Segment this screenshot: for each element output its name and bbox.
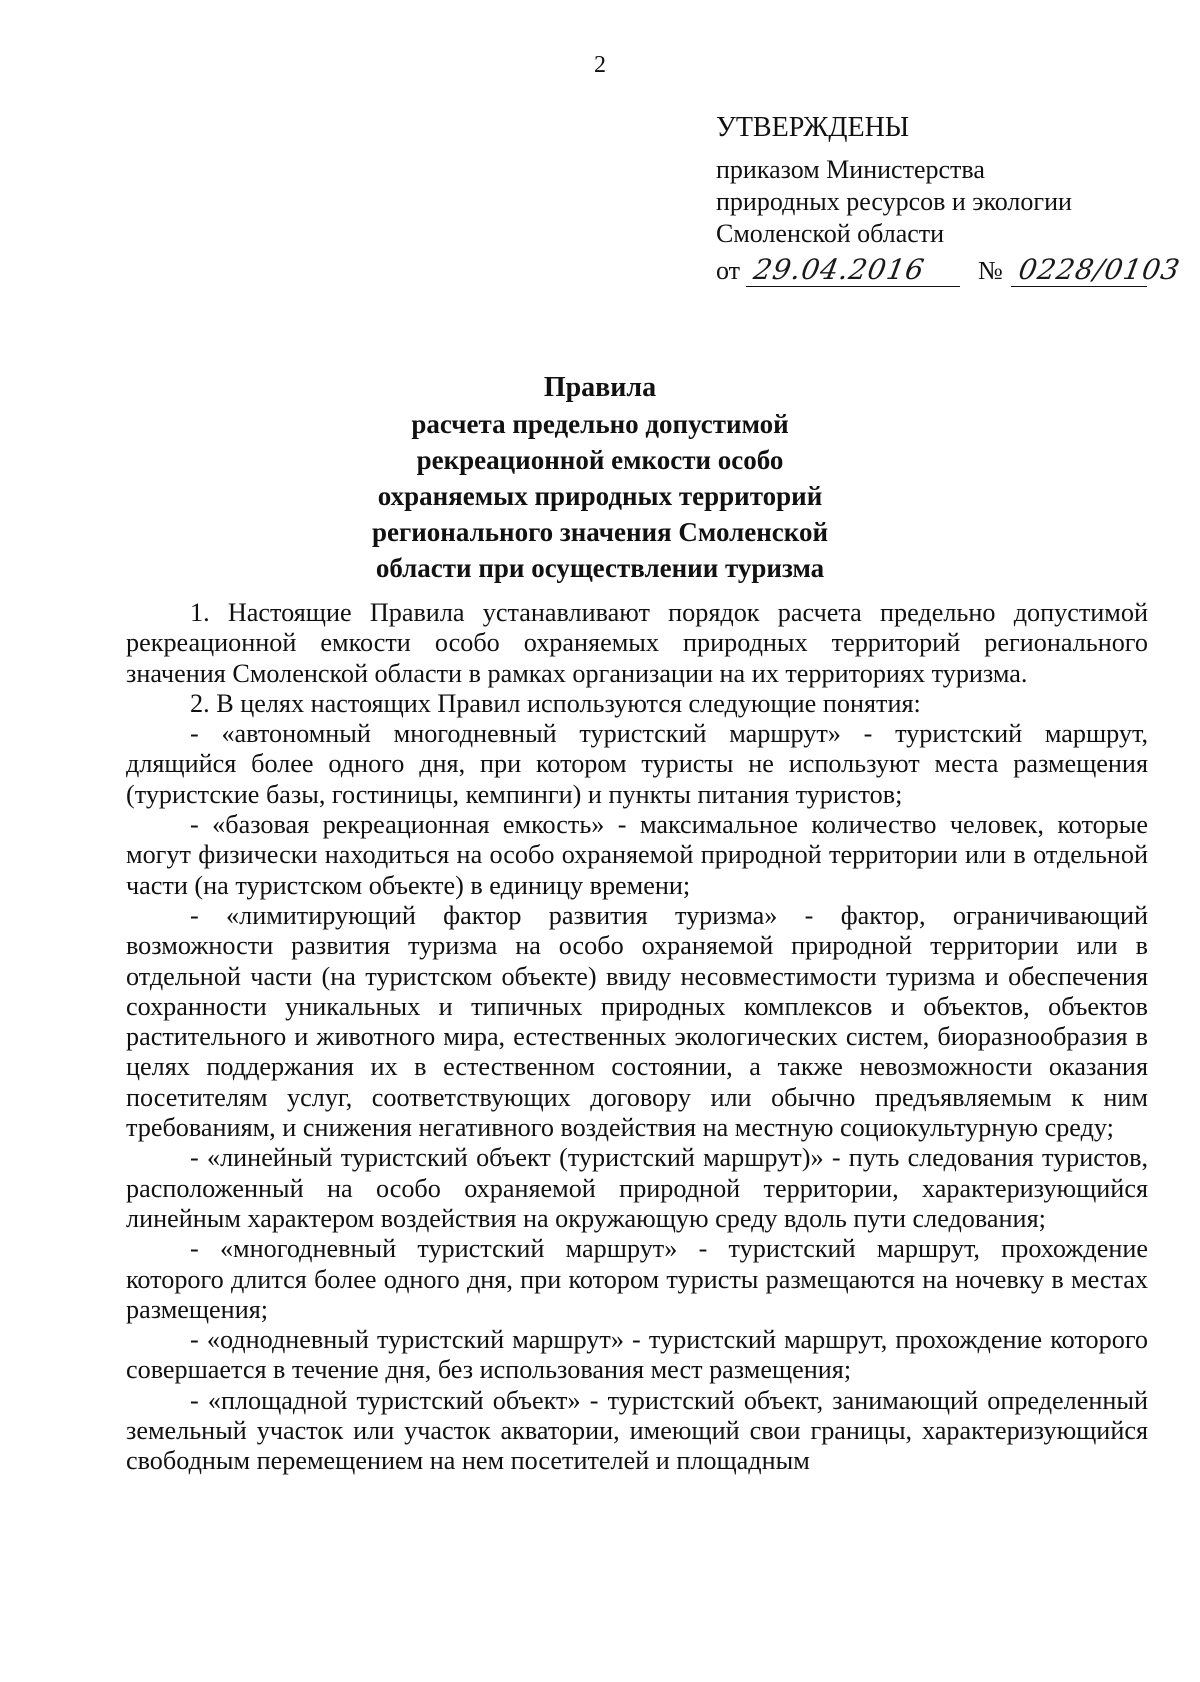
approved-heading: УТВЕРЖДЕНЫ (716, 112, 910, 143)
approval-date-line (716, 252, 1183, 287)
approval-line-2: природных ресурсов и экологии (716, 187, 1072, 216)
date-field (746, 252, 960, 287)
from-label: от (716, 256, 741, 285)
definition-base-capacity: - «базовая рекреационная емкость» - максимальное количество человек, которые могут физически находиться на особо охраняемой природной территории или в отдельной части (на туристском объекте) в единицу времени; (126, 810, 1148, 900)
title-main: Правила (543, 372, 657, 403)
document-title (0, 370, 1200, 586)
definition-area-object: - «площадной туристский объект» - туристский объект, занимающий определенный земельный участок или участок акватории, имеющий свои границы, характеризующийся свободным перемещением на нем посетителей и площадным (126, 1385, 1148, 1476)
title-line-3: охраняемых природных территорий (377, 481, 823, 511)
paragraph-2: 2. В целях настоящих Правил используются следующие понятия: (190, 688, 921, 718)
approval-line-3: Смоленской области (716, 219, 945, 248)
definition-linear-object: - «линейный туристский объект (туристский маршрут)» - путь следования туристов, расположенный на особо охраняемой природной территории, характеризующийся линейным характером воздействия на окружающую среду вдоль пути следования; (126, 1143, 1148, 1233)
page-number: 2 (594, 52, 606, 78)
definition-multiday-route: - «многодневный туристский маршрут» - туристский маршрут, прохождение которого длится более одного дня, при котором туристы размещаются на ночевку в местах размещения; (126, 1234, 1148, 1324)
handwritten-date: 29.04.2016 (751, 253, 928, 286)
title-line-2: рекреационной емкости особо (416, 445, 784, 475)
definition-autonomous-route: - «автономный многодневный туристский маршрут» - туристский маршрут, длящийся более одного дня, при котором туристы не используют места размещения (туристские базы, гостиницы, кемпинги) и пункты питания туристов; (126, 719, 1148, 809)
title-line-1: расчета предельно допустимой (411, 409, 789, 439)
definition-limiting-factor: - «лимитирующий фактор развития туризма» - фактор, ограничивающий возможности развития туризма на особо охраняемой природной территории или в отдельной части (на туристском объекте) ввиду несовместимости туризма и обеспечения сохранности уникальных и типичных природных комплексов и объектов, объектов растительного и животного мира, естественных экологических систем, биоразнообразия в целях поддержания их в естественном состоянии, а также невозможности оказания посетителям услуг, соответствующих договору или обычно предъявляемым к ним требованиям, и снижения негативного воздействия на местную социокультурную среду; (126, 900, 1148, 1143)
number-field (1011, 252, 1183, 287)
number-label: № (978, 256, 1003, 285)
paragraph-1: 1. Настоящие Правила устанавливают порядок расчета предельно допустимой рекреационной емкости особо охраняемых природных территорий регионального значения Смоленской области в рамках организации на их территориях туризма. (126, 598, 1148, 688)
title-line-4: регионального значения Смоленской (371, 517, 829, 547)
approval-line-1: приказом Министерства (716, 155, 985, 184)
definition-oneday-route: - «однодневный туристский маршрут» - туристский маршрут, прохождение которого совершается в течение дня, без использования мест размещения; (126, 1325, 1148, 1385)
document-body (126, 598, 1148, 1477)
approval-stamp-block (716, 112, 1183, 287)
title-line-5: области при осуществлении туризма (375, 553, 825, 583)
handwritten-number: 0228/0103 (1016, 253, 1183, 286)
